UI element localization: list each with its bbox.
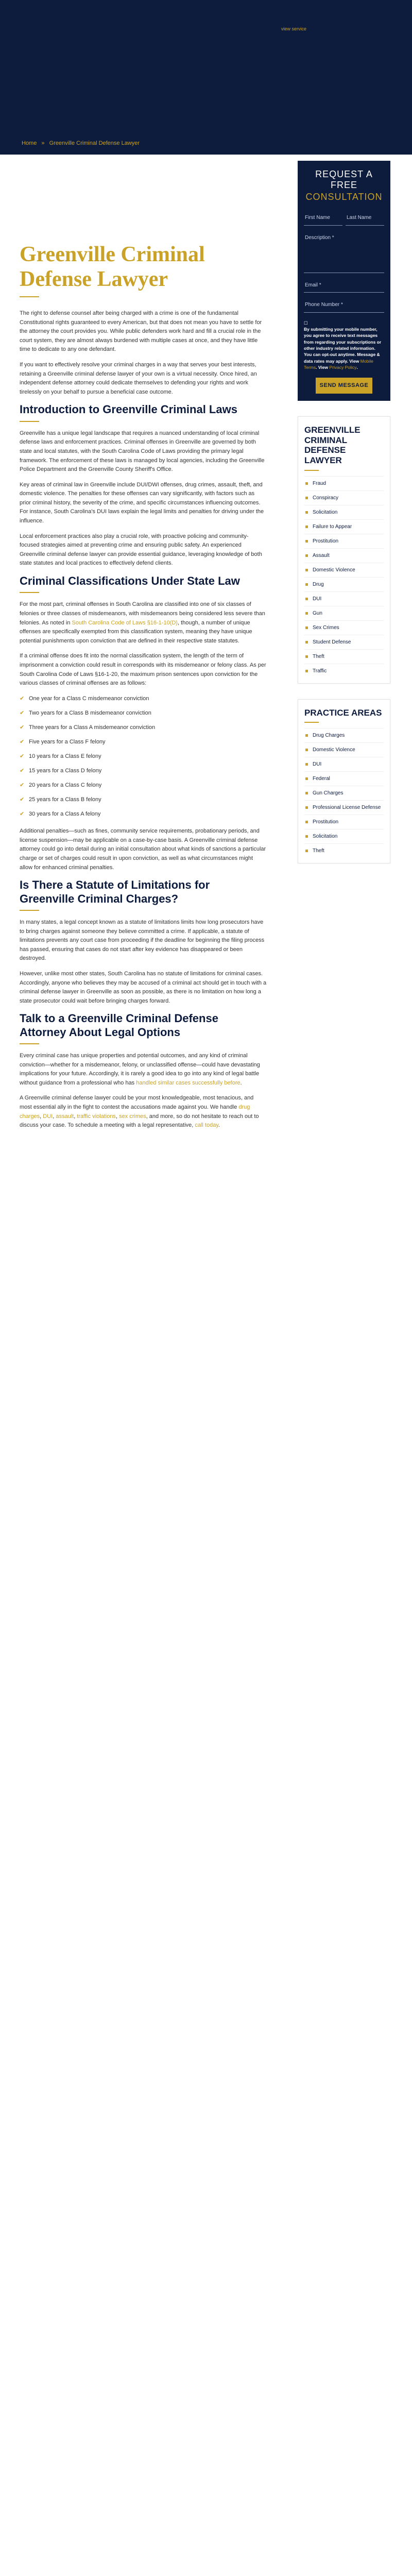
section2-paragraph-1 [20,600,267,646]
list-item: ✔ 10 years for a Class E felony [20,752,267,761]
last-name-field[interactable]: Last Name [346,212,384,226]
section-heading-intro: Introduction to Greenville Criminal Laws [20,403,237,416]
sidebar-item-drug[interactable]: Drug [304,577,384,591]
form-title-line1: REQUEST A [315,169,373,179]
drug-charges-link[interactable]: drug charges [20,1104,250,1120]
section4-p2-text-c: . [218,1122,220,1129]
sidebar-item-traffic[interactable]: Traffic [304,664,384,678]
privacy-policy-link[interactable]: Privacy Policy [329,364,357,370]
traffic-violations-link[interactable]: traffic violations [77,1113,116,1120]
consent-text-end: . [356,364,358,370]
lawyer-links-card [298,416,390,683]
title-divider [20,296,39,297]
section-heading-statute: Is There a Statute of Limitations for Greenville Criminal Charges? [20,878,210,905]
practice-item-solicitation[interactable]: Solicitation [304,829,384,843]
section4-paragraph-1 [20,1052,267,1088]
page-title: Greenville Criminal Defense Lawyer [20,243,205,292]
sms-consent [304,320,384,371]
breadcrumb-separator: » [41,140,45,146]
penalties-list [20,694,267,819]
section-divider [20,1043,39,1044]
practice-item-domestic-violence[interactable]: Domestic Violence [304,742,384,757]
list-item: ✔ Two years for a Class B misdemeanor conviction [20,709,267,718]
mobile-terms-link[interactable]: Mobile Terms [304,358,373,370]
sidebar-item-dui[interactable]: DUI [304,591,384,606]
sidebar-divider [304,722,319,723]
consent-text-mid: . View [316,364,330,370]
list-item: ✔ 15 years for a Class D felony [20,767,267,775]
section-divider [20,910,39,911]
sidebar-item-sex-crimes[interactable]: Sex Crimes [304,620,384,635]
site-header [0,0,412,57]
practice-item-federal[interactable]: Federal [304,771,384,786]
breadcrumb-home[interactable]: Home [22,140,37,146]
practice-item-dui[interactable]: DUI [304,757,384,771]
lawyer-links-heading: GREENVILLE CRIMINAL DEFENSE LAWYER [304,425,360,465]
list-item: ✔ 30 years for a Class A felony [20,810,267,819]
sidebar-item-fraud[interactable]: Fraud [304,476,384,490]
section4-p2-text-b: , and more, so do not hesitate to reach out to discuss your case. To schedule a meeting with a legal representative, [20,1113,259,1129]
email-field[interactable]: Email * [304,279,384,293]
list-item: ✔ 20 years for a Class C felony [20,781,267,790]
list-item: ✔ 25 years for a Class B felony [20,795,267,804]
intro-paragraph-2: If you want to effectively resolve your criminal charges in a way that serves your best interests, retaining a Greenville criminal defense lawyer of your own is a virtual necessity. Once hired, an independent defense attorney could dedicate themselves to defending your rights and work tirelessly on your behalf to pursue a beneficial case outcome. [20,361,257,395]
section4-p1-text-b: . [240,1079,242,1086]
sidebar [298,161,390,863]
section4-p2-text-a: A Greenville criminal defense lawyer could be your most knowledgeable, most tenacious, and most essential ally in the fight to contest the accusations made against you. We handle [20,1095,254,1111]
list-item: ✔ Three years for a Class A misdemeanor conviction [20,723,267,732]
sidebar-item-gun[interactable]: Gun [304,606,384,620]
lawyer-links-list [304,476,384,678]
practice-item-drug-charges[interactable]: Drug Charges [304,728,384,742]
section-heading-talk: Talk to a Greenville Criminal Defense Attorney About Legal Options [20,1012,218,1039]
assault-link[interactable]: assault [56,1113,74,1120]
main-content [20,309,267,1137]
section2-paragraph-3: Additional penalties—such as fines, community service requirements, probationary periods, and license suspension—may be applicable on a case-by-case basis. A Greenville criminal defense attorney could go into detail during an initial consultation about what kinds of sanctions a particular charge or set of charges could result in upon conviction, as well as what circumstances might allow for enhanced criminal penalties. [20,828,266,871]
sidebar-item-assault[interactable]: Assault [304,548,384,563]
section3-paragraph-2: However, unlike most other states, South Carolina has no statute of limitations for criminal cases. Accordingly, anyone who believes they may be accused of a criminal act should get in touch with a criminal defense lawyer in Greenville as soon as possible, as there is no limitation on how long a state prosecutor could wait before bringing charges forward. [20,970,267,1004]
sex-crimes-link[interactable]: sex crimes [119,1113,146,1120]
consultation-form [298,161,390,401]
list-item: ✔ One year for a Class C misdemeanor conviction [20,694,267,703]
sidebar-item-solicitation[interactable]: Solicitation [304,505,384,519]
section2-p1-text-b: , though, a number of unique offenses are specifically exempted from this classification system, meaning they have unique potential punishments upon conviction that are defined in their respective state statutes. [20,619,252,644]
sidebar-item-domestic-violence[interactable]: Domestic Violence [304,563,384,577]
section1-paragraph-2: Key areas of criminal law in Greenville include DUI/DWI offenses, drug crimes, assault, theft, and domestic violence. The penalties for these offenses can vary significantly, with factors such as prior criminal history, the severity of the crime, and specific circumstances influencing outcomes. For instance, South Carolina's DUI laws explain the legal limits and penalties for driving under the influence. [20,481,264,524]
sidebar-item-student-defense[interactable]: Student Defense [304,635,384,649]
dui-link[interactable]: DUI [43,1113,53,1120]
phone-field[interactable]: Phone Number * [304,299,384,313]
practice-areas-heading: PRACTICE AREAS [304,707,382,718]
section2-paragraph-2: If a criminal offense does fit into the normal classification system, the length of the term of imprisonment a conviction could result in corresponds with its misdemeanor or felony class. As per South Carolina Code of Laws §16-1-20, the maximum prison sentences upon conviction for the various classes of criminal offenses are as follows: [20,653,266,687]
first-name-field[interactable]: First Name [304,212,342,226]
practice-item-gun-charges[interactable]: Gun Charges [304,786,384,800]
consent-text: By submitting your mobile number, you agree to receive text messages from regarding your subscriptions or other industry related information. You can opt-out anytime. Message & data rates may apply. View [304,327,382,364]
send-message-button[interactable]: SEND MESSAGE [316,378,372,394]
breadcrumb [22,139,143,148]
sidebar-item-conspiracy[interactable]: Conspiracy [304,490,384,505]
similar-cases-link[interactable]: handled similar cases successfully before [136,1079,241,1086]
section-divider [20,592,39,593]
sidebar-item-theft[interactable]: Theft [304,649,384,664]
section-divider [20,421,39,422]
intro-paragraph-1: The right to defense counsel after being charged with a crime is one of the fundamental Constitutional rights guaranteed to every American, but that does not mean you have to settle for the attorney the court provides you. While public defenders work hard and fill a crucial role in the court system, they are almost always burdened with multiple cases at once, and they have little time to dedicate to any one defendant. [20,310,262,353]
section3-paragraph-1: In many states, a legal concept known as a statute of limitations limits how long prosecutors have to bring charges against someone they believe committed a crime. If applicable, a statute of limitations prevents any court case from proceeding if the deadline for beginning the filing process has passed, ensuring that cases do not start after key evidence has disappeared or been destroyed. [20,919,265,962]
list-item: ✔ Five years for a Class F felony [20,738,267,747]
section4-p1-text-a: Every criminal case has unique properties and potential outcomes, and any kind of criminal conviction—whether for a misdemeanor, felony, or unclassified offense—could have devastating implications for your future. Accordingly, it is rarely a good idea to go into any kind of legal battle without guidance from a professional who has [20,1053,260,1086]
sidebar-divider [304,470,319,471]
header-cta-link[interactable]: view service [281,26,306,31]
breadcrumb-current: Greenville Criminal Defense Lawyer [49,140,140,146]
call-today-link[interactable]: call today [195,1122,219,1129]
form-title-line2: FREE [330,179,357,190]
section4-paragraph-2: A Greenville criminal defense lawyer could be your most knowledgeable, most tenacious, and most essential ally in the fight to contest the accusations made against you. We handle drug charges, DUI, assault, traffic violations, sex crimes, and more, so do not hesitate to reach out to discuss your case. To schedule a meeting with a legal representative, call today. [20,1095,259,1129]
description-field[interactable]: Description * [304,232,384,273]
practice-item-professional-license[interactable]: Professional License Defense [304,800,384,815]
practice-areas-list [304,728,384,858]
code-of-laws-link[interactable]: South Carolina Code of Laws §16-1-10(D) [72,619,178,626]
practice-item-prostitution[interactable]: Prostitution [304,815,384,829]
section1-paragraph-3: Local enforcement practices also play a crucial role, with proactive policing and community-focused strategies aimed at preventing crime and ensuring public safety. An experienced Greenville criminal defense lawyer can provide essential guidance, leveraging knowledge of both state statutes and local practices to effectively defend clients. [20,533,262,567]
sidebar-item-failure-to-appear[interactable]: Failure to Appear [304,519,384,534]
sidebar-item-prostitution[interactable]: Prostitution [304,534,384,548]
consent-checkbox[interactable]: ☐ [304,320,308,326]
section-heading-classifications: Criminal Classifications Under State Law [20,574,240,588]
name-row [304,212,384,226]
practice-areas-card [298,699,390,864]
practice-item-theft[interactable]: Theft [304,843,384,858]
form-title-line3: CONSULTATION [305,192,383,202]
section2-p1-text-a: For the most part, criminal offenses in South Carolina are classified into one of six classes of felonies or three classes of misdemeanors, with misdemeanors being considered less severe than felonies. As noted in [20,601,265,626]
section1-paragraph-1: Greenville has a unique legal landscape that requires a nuanced understanding of local criminal defense laws and enforcement practices. Criminal offenses in Greenville are governed by both state and local statutes, with the South Carolina Code of Laws providing the primary legal framework. The enforcement of these laws is managed by local agencies, including the Greenville Police Department and the Greenville County Sheriff's Office. [20,430,265,473]
